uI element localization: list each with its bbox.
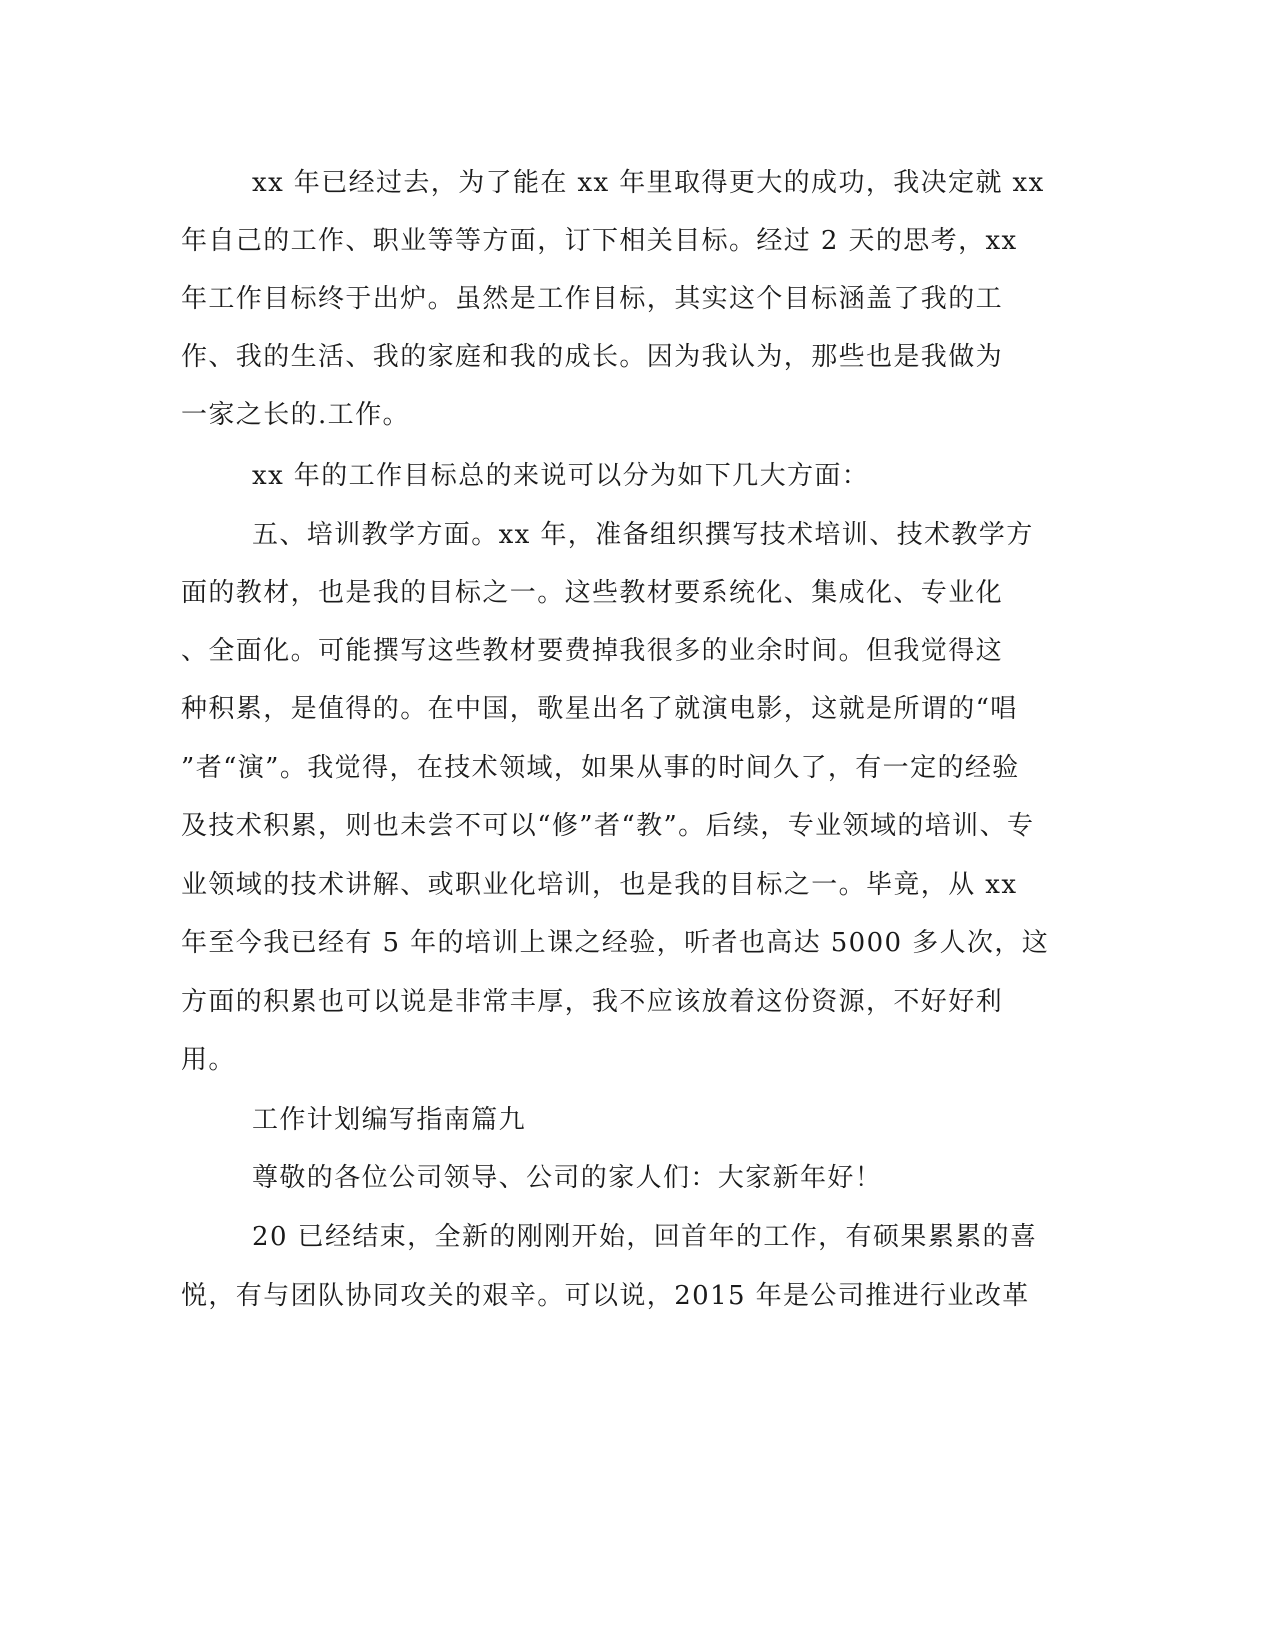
paragraph-3-line-4: 种积累，是值得的。在中国，歌星出名了就演电影，这就是所谓的“唱: [181, 694, 1018, 724]
paragraph-3-line-7: 业领域的技术讲解、或职业化培训，也是我的目标之一。毕竟，从 xx: [181, 870, 1018, 900]
paragraph-3-line-10: 用。: [181, 1045, 236, 1075]
paragraph-3-line-2: 面的教材，也是我的目标之一。这些教材要系统化、集成化、专业化: [181, 578, 1004, 608]
paragraph-2-line-1: xx 年的工作目标总的来说可以分为如下几大方面：: [252, 461, 870, 491]
paragraph-1-line-2: 年自己的工作、职业等等方面，订下相关目标。经过 2 天的思考，xx: [181, 226, 1018, 256]
paragraph-3-line-6: 及技术积累，则也未尝不可以“修”者“教”。后续，专业领域的培训、专: [181, 811, 1035, 841]
paragraph-1-line-3: 年工作目标终于出炉。虽然是工作目标，其实这个目标涵盖了我的工: [181, 284, 1004, 314]
paragraph-3-line-5: ”者“演”。我觉得，在技术领域，如果从事的时间久了，有一定的经验: [181, 753, 1020, 783]
paragraph-3-line-3: 、全面化。可能撰写这些教材要费掉我很多的业余时间。但我觉得这: [181, 636, 1004, 666]
paragraph-3-line-8: 年至今我已经有 5 年的培训上课之经验，听者也高达 5000 多人次，这: [181, 928, 1050, 958]
paragraph-1-line-5: 一家之长的.工作。: [181, 400, 410, 430]
paragraph-4-line-2: 悦，有与团队协同攻关的艰辛。可以说，2015 年是公司推进行业改革: [181, 1281, 1030, 1311]
paragraph-3-line-9: 方面的积累也可以说是非常丰厚，我不应该放着这份资源，不好好利: [181, 987, 1004, 1017]
greeting-line: 尊敬的各位公司领导、公司的家人们：大家新年好！: [252, 1163, 883, 1193]
paragraph-4-line-1: 20 已经结束，全新的刚刚开始，回首年的工作，有硕果累累的喜: [252, 1222, 1038, 1252]
section-heading: 工作计划编写指南篇九: [252, 1105, 527, 1135]
paragraph-3-line-1: 五、培训教学方面。xx 年，准备组织撰写技术培训、技术教学方: [252, 520, 1034, 550]
paragraph-1-line-4: 作、我的生活、我的家庭和我的成长。因为我认为，那些也是我做为: [181, 342, 1004, 372]
paragraph-1-line-1: xx 年已经过去，为了能在 xx 年里取得更大的成功，我决定就 xx: [252, 168, 1045, 198]
